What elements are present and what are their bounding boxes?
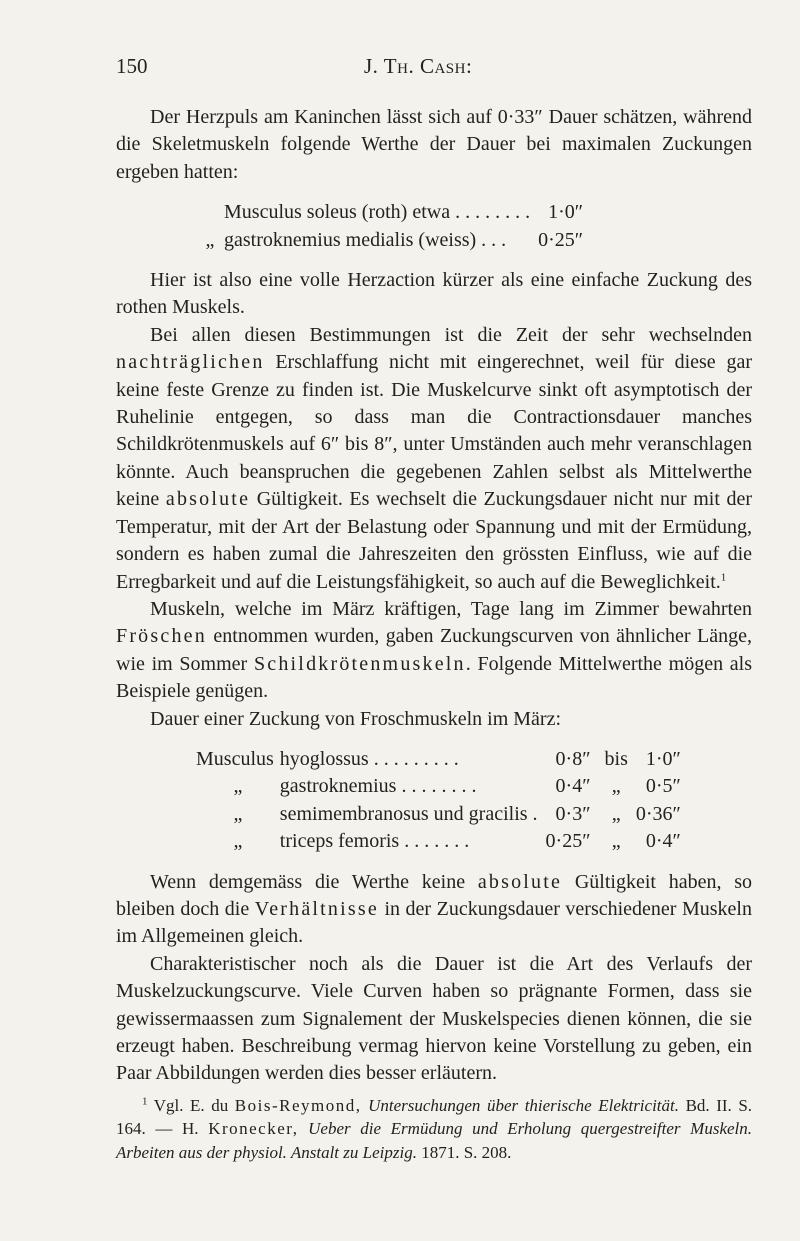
row-to-value: 0·36″ [635,802,681,825]
row-bis: „ [611,775,621,798]
text-run: Bd. II. S. 164. — H. [116,1096,753,1139]
author-name: Bois-Reymond, [234,1096,362,1115]
muscle-duration-table-1 [196,199,583,254]
table-row [196,773,681,800]
paragraph-6 [116,869,752,951]
table-row [196,801,681,828]
emphasized-word: Fröschen [116,625,207,648]
page-header [116,54,752,84]
text-run: Wenn demgemäss die Werthe keine [150,870,466,893]
row-ditto: Musculus [196,747,274,770]
row-from-value: 0·4″ [555,775,591,798]
row-duration-value: 0·25″ [538,228,584,251]
row-to-value: 1·0″ [645,747,681,770]
paragraph-4 [116,596,752,706]
text-run: entnommen wurden, gaben Zuckungscurven von ähnlicher Länge, wie im Sommer [116,625,753,675]
paragraph-2: Hier ist also eine volle Herzaction kürzer als eine einfache Zuckung des rothen Muskels. [116,269,752,319]
page-number: 150 [116,54,148,78]
row-ditto: „ [205,228,215,251]
paragraph-5: Dauer einer Zuckung von Froschmuskeln im März: [150,707,562,730]
row-bis: „ [611,830,621,853]
text-run: . Folgende Mittelwerthe mögen als Beispiele genügen. [116,652,753,703]
work-title: Ueber die Ermüdung und Erholung quergestreifter Muskeln. Arbeiten aus der physiol. Anstalt zu Leipzig. [116,1119,753,1162]
row-muscle-name: hyoglossus . . . . . . . . . [279,747,459,770]
row-from-value: 0·8″ [555,747,591,770]
row-muscle-name: triceps femoris . . . . . . . [279,830,470,853]
row-muscle-name: Musculus soleus (roth) etwa . . . . . . . . [224,201,531,224]
text-run: Vgl. E. du [153,1096,229,1115]
table-row [196,227,583,254]
footnote [116,1094,752,1164]
row-to-value: 0·5″ [645,775,681,798]
paragraph-1: Der Herzpuls am Kaninchen lässt sich auf 0·33″ Dauer schätzen, während die Skeletmuskeln folgende Werthe der Dauer bei maximalen Zuckungen ergeben hatten: [116,106,752,183]
row-duration-value: 1·0″ [548,201,584,224]
emphasized-word: Schildkrötenmuskeln [253,652,466,675]
text-run: Gültigkeit. Es wechselt die Zuckungsdauer nicht nur mit der Temperatur, mit der Art der Belastung oder Spannung und mit der Ermüdung, sondern es haben zumal die Jahreszeiten den grössten Einfluss, wie auf die Erregbarkeit und auf die Leistungsfähigkeit, so auch auf die Beweglichkeit. [116,488,753,593]
text-run: Erschlaffung nicht mit eingerechnet, weil für diese gar keine feste Grenze zu finden ist. Die Muskelcurve sinkt oft asymptotisch der Ruhelinie entgegen, so dass man die Contractionsdauer manches Schildkrötenmuskels auf 6″ bis 8″, unter Umständen auch mehr veranschlagen könnte. Auch beanspruchen die gegebenen Zahlen selbst als Mittelwerthe keine [116,351,752,511]
row-ditto: „ [233,830,243,853]
table-row [196,828,681,855]
muscle-duration-table-2 [196,746,681,856]
text-run: in der Zuckungsdauer verschiedener Muskeln im Allgemeinen gleich. [116,897,752,948]
footnote-number: 1 [142,1095,148,1108]
footnote-text [116,1094,752,1164]
text-run: Gültigkeit haben, so bleiben doch die [116,870,752,920]
emphasized-word: absolute [165,488,251,511]
work-title: Untersuchungen über thierische Elektricität. [368,1096,679,1115]
author-name: Kronecker, [208,1119,299,1139]
row-muscle-name: gastroknemius . . . . . . . . [279,775,477,798]
emphasized-word: absolute [477,870,563,893]
paragraph-3 [116,322,752,596]
body-text [116,104,752,1088]
emphasized-word: nachträglichen [116,351,265,374]
text-run: Muskeln, welche im März kräftigen, Tage lang im Zimmer bewahrten [150,597,752,620]
text-run: 1871. S. 208. [421,1142,512,1162]
row-to-value: 0·4″ [645,830,681,853]
row-muscle-name: gastroknemius medialis (weiss) . . . [224,228,507,251]
row-ditto: „ [233,802,243,825]
row-from-value: 0·3″ [555,802,591,825]
row-bis: bis [604,747,628,770]
footnote-marker: 1 [720,570,727,583]
running-head: J. Th. Cash: [364,54,473,78]
table-row [196,199,583,226]
paragraph-7: Charakteristischer noch als die Dauer ist die Art des Verlaufs der Muskelzuckungscurve. Viele Curven haben so prägnante Formen, dass sie gewissermaassen zum Signalement der Muskelspecies dienen können, die sie erzeugt haben. Beschreibung vermag hiervon keine Vorstellung zu geben, ein Paar Abbildungen werden dies besser erläutern. [116,952,752,1085]
row-ditto [196,199,224,226]
row-ditto: „ [233,775,243,798]
row-bis: „ [611,802,621,825]
text-run: Bei allen diesen Bestimmungen ist die Zeit der sehr wechselnden [150,323,752,346]
emphasized-word: Verhältnisse [254,897,379,920]
row-from-value: 0·25″ [545,830,591,853]
table-row [196,746,681,773]
row-muscle-name: semimembranosus und gracilis . [279,802,538,825]
